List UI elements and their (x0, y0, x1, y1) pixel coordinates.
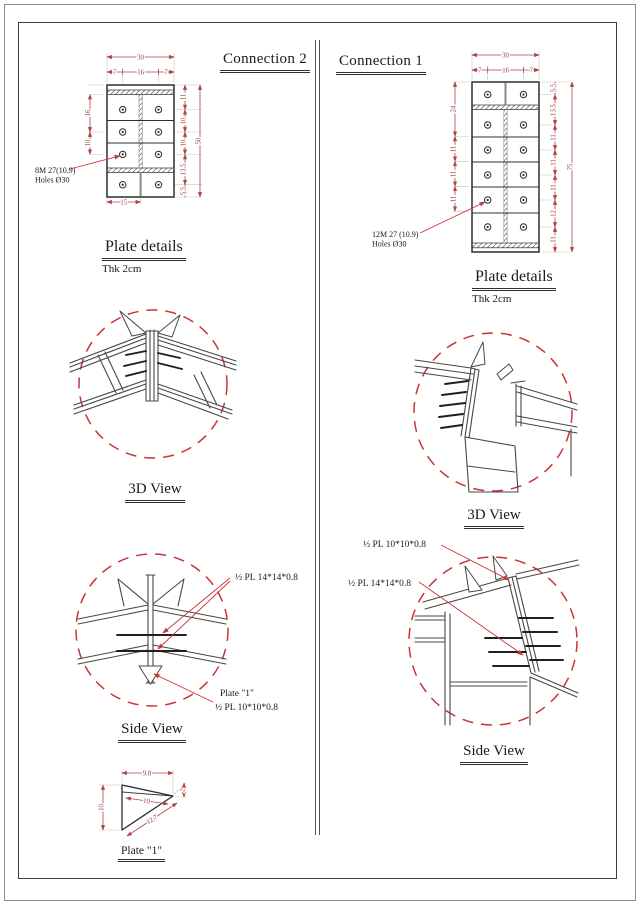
side-view-label-left-text: Side View (118, 721, 186, 741)
view3d-label-left (105, 481, 205, 501)
bolt-note-line1-r: 12M 27 (10.9) (372, 230, 419, 239)
detail-circle-3d-left (79, 310, 227, 458)
connection1-header-text: Connection 1 (336, 53, 426, 73)
dim-right-10b: 10 (180, 139, 188, 147)
knee-top-fin (471, 342, 485, 367)
dim-left-11a: 11 (450, 145, 458, 153)
dim-right-12-r: 12 (550, 210, 558, 217)
note-pl14-left-side: ½ PL 14*14*0.8 (235, 573, 298, 583)
plate1-dim-left: 10 (98, 804, 106, 811)
note-pl10-left-side: ½ PL 10*10*0.8 (215, 703, 278, 713)
side-view-connection1 (335, 530, 620, 755)
dim-col-7a-r: 7 (478, 67, 482, 75)
dim-width-30: 30 (137, 54, 144, 62)
plate-thickness-left: Thk 2cm (102, 263, 142, 275)
dim-col-7b: 7 (164, 69, 168, 77)
dim-right-5-5-r: 5.5 (550, 83, 558, 93)
knee-connection-3d-art (415, 360, 577, 492)
view-3d-connection2 (58, 289, 248, 484)
plate-detail-connection1 (370, 45, 605, 263)
dim-right-11b-r: 11 (550, 159, 558, 166)
connection2-header (220, 51, 310, 71)
plate1-dim-inner: 10 (142, 797, 151, 806)
dim-left-11b: 11 (450, 170, 458, 178)
plate-details-title-left (102, 238, 186, 275)
plate1-dim-edge: 2 (179, 787, 187, 793)
knee-side-fin-a (465, 566, 482, 592)
plate-details-title-right-text: Plate details (472, 268, 556, 289)
plate-details-title-left-text: Plate details (102, 238, 186, 259)
view3d-label-left-text: 3D View (125, 481, 184, 501)
plate-thickness-right: Thk 2cm (472, 293, 512, 305)
dim-height-75: 75 (567, 163, 575, 171)
bolt-note-line2: Holes Ø30 (35, 175, 70, 185)
dim-right-11d-r: 11 (550, 236, 558, 243)
dim-col-7a: 7 (113, 69, 117, 77)
dim-right-5-5: 5.5 (180, 186, 188, 196)
note-pl10-right-side: ½ PL 10*10*0.8 (363, 540, 426, 550)
view-3d-connection1 (405, 326, 585, 506)
dim-left-16: 16 (85, 109, 92, 117)
dim-right-11: 11 (180, 93, 188, 101)
plate1-dim-top: 9.8 (142, 770, 152, 778)
bolt-note-line1: 8M 27(10.9) (35, 166, 76, 175)
dim-col-16-r: 16 (502, 67, 509, 75)
dim-right-11c-r: 11 (550, 184, 558, 191)
view3d-label-right-text: 3D View (464, 507, 523, 527)
plate1-title-text: Plate "1" (118, 845, 165, 860)
apex-mid-fins (124, 351, 182, 376)
dim-left-10: 10 (85, 139, 92, 147)
dim-right-13-5: 13.5 (180, 163, 188, 176)
dim-left-24: 24 (450, 105, 458, 113)
side-view-label-right-text: Side View (460, 743, 528, 763)
apex-top-fin-left (120, 311, 146, 336)
connection2-header-text: Connection 2 (220, 51, 310, 71)
knee-side-fin-b (493, 556, 507, 580)
plate1-title (118, 845, 165, 860)
dim-left-11c: 11 (450, 195, 458, 203)
detail-circle-3d-right (414, 333, 572, 491)
bolt-note-line2-r: Holes Ø30 (372, 239, 407, 249)
plate1-detail (85, 762, 220, 857)
dim-col-7b-r: 7 (529, 67, 533, 75)
dim-right-13-5-r: 13.5 (550, 104, 558, 116)
view3d-label-right (444, 507, 544, 527)
dim-bottom-15: 15 (120, 199, 128, 207)
dim-right-10a: 10 (180, 117, 188, 125)
plate1-dim-hyp: 12.7 (145, 813, 160, 827)
knee-side-fin (497, 364, 513, 380)
dim-right-11a-r: 11 (550, 134, 558, 141)
side-view-label-right (434, 743, 554, 763)
side-view-connection2 (60, 545, 325, 750)
bottom-plate1-fin (139, 666, 162, 684)
dim-width-30-r: 30 (502, 52, 509, 60)
plate-details-title-right (472, 268, 556, 305)
plate-detail-connection2 (30, 45, 220, 230)
note-pl14-right-side: ½ PL 14*14*0.8 (348, 579, 411, 589)
note-plate1-name: Plate "1" (220, 689, 254, 699)
apex-top-fin-right (158, 315, 180, 337)
apex-connection-3d-art (70, 330, 236, 419)
dim-col-16: 16 (137, 69, 144, 77)
dim-height-50: 50 (195, 137, 203, 145)
side-view-label-left (92, 721, 212, 741)
